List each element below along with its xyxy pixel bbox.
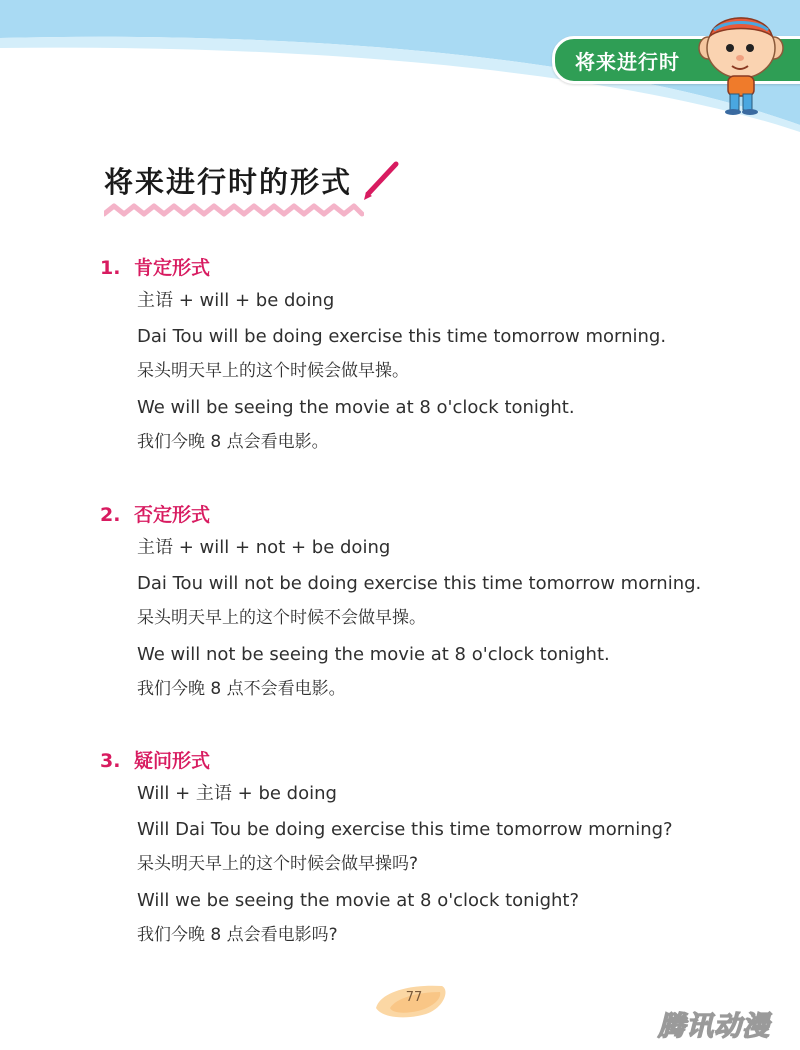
example-chinese: 我们今晚 8 点不会看电影。 [137,679,346,699]
example-chinese: 我们今晚 8 点会看电影吗? [137,925,338,945]
example-english: Dai Tou will not be doing exercise this time tomorrow morning. [137,572,702,594]
formula: Will + 主语 + be doing [137,783,337,804]
form-block-negative [100,500,740,708]
watermark-text: 腾讯动漫 [658,1011,770,1042]
form-heading [100,746,740,776]
form-heading [100,253,740,283]
form-label: 肯定形式 [134,257,211,279]
form-label: 疑问形式 [134,750,211,772]
form-number: 1. [100,257,121,279]
example-chinese: 呆头明天早上的这个时候会做早操吗? [137,854,419,874]
example-chinese: 呆头明天早上的这个时候不会做早操。 [137,608,426,628]
formula: 主语 + will + be doing [137,290,335,311]
form-label: 否定形式 [134,504,211,526]
example-english: We will not be seeing the movie at 8 o'clock tonight. [137,643,610,665]
form-block-interrogative [100,746,740,954]
chapter-tab-label: 将来进行时 [575,50,680,74]
form-number: 3. [100,750,121,772]
formula: 主语 + will + not + be doing [137,537,391,558]
form-block-affirmative [100,253,740,461]
page-number: 77 [405,990,423,1005]
form-number: 2. [100,504,121,526]
pencil-icon [360,160,402,202]
example-chinese: 呆头明天早上的这个时候会做早操。 [137,361,409,381]
example-english: Dai Tou will be doing exercise this time tomorrow morning. [137,325,667,347]
example-english: Will Dai Tou be doing exercise this time tomorrow morning? [137,818,673,840]
example-english: Will we be seeing the movie at 8 o'clock tonight? [137,889,580,911]
form-heading [100,500,740,530]
page-number-badge [370,978,450,1022]
watermark-logo [658,1002,786,1042]
mascot-illustration [690,6,800,116]
zigzag-divider [104,200,364,222]
example-chinese: 我们今晚 8 点会看电影。 [137,432,329,452]
section-title: 将来进行时的形式 [104,165,353,199]
example-english: We will be seeing the movie at 8 o'clock tonight. [137,396,575,418]
